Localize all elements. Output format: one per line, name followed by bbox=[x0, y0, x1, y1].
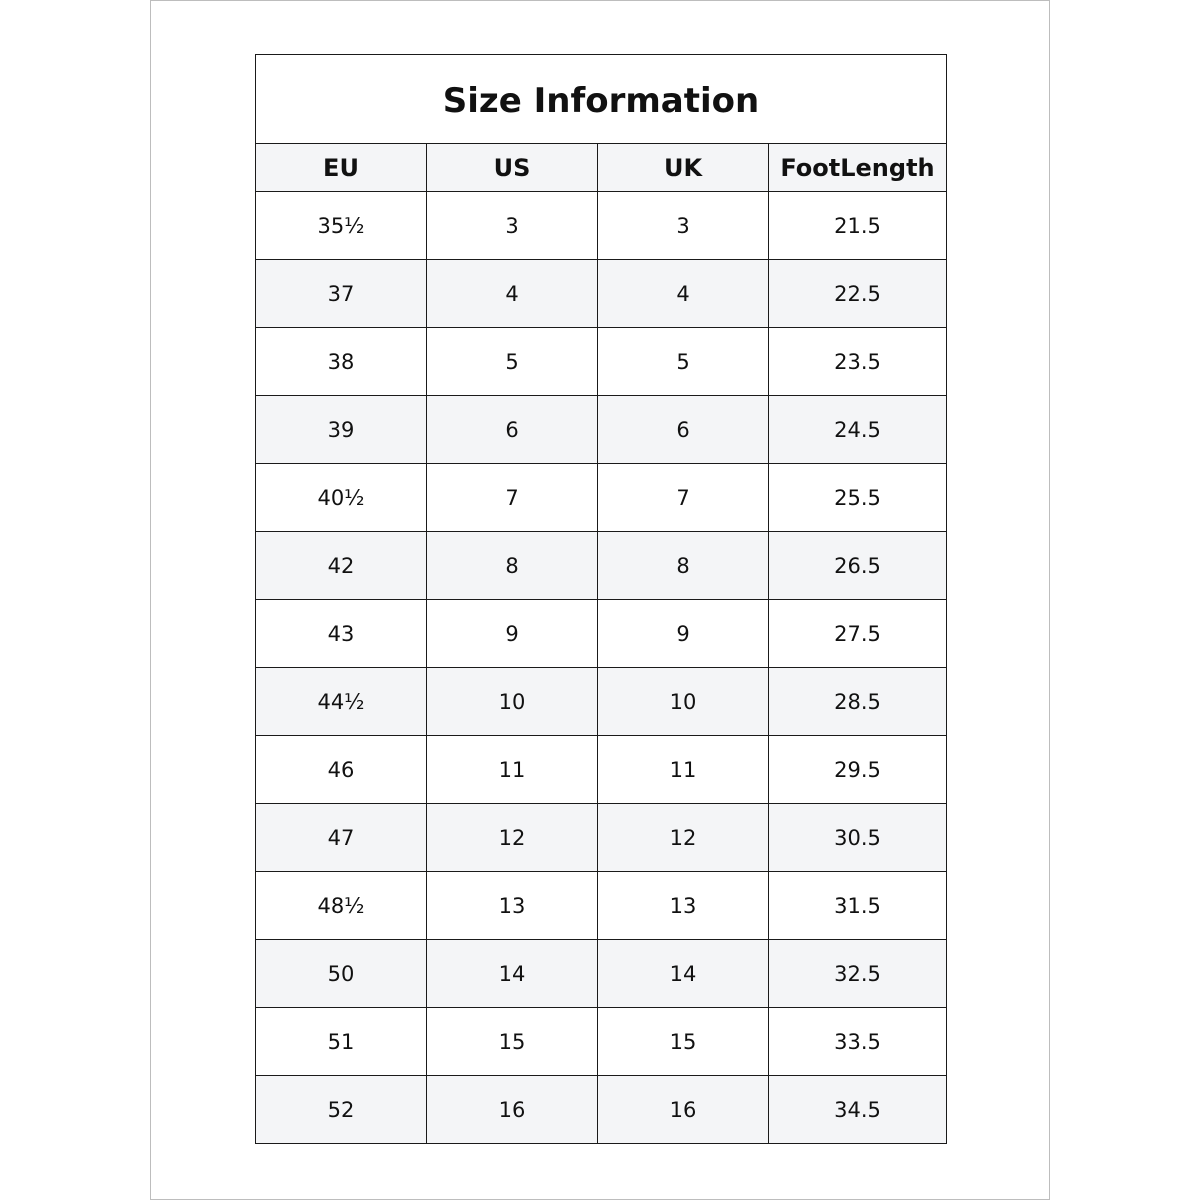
cell-foot-length: 28.5 bbox=[769, 668, 947, 736]
cell-uk: 6 bbox=[598, 396, 769, 464]
cell-foot-length: 21.5 bbox=[769, 192, 947, 260]
table-title: Size Information bbox=[256, 55, 947, 144]
cell-eu: 43 bbox=[256, 600, 427, 668]
cell-eu: 46 bbox=[256, 736, 427, 804]
cell-eu: 50 bbox=[256, 940, 427, 1008]
cell-foot-length: 29.5 bbox=[769, 736, 947, 804]
table-row bbox=[256, 396, 947, 464]
cell-us: 16 bbox=[427, 1076, 598, 1144]
cell-uk: 3 bbox=[598, 192, 769, 260]
cell-uk: 9 bbox=[598, 600, 769, 668]
table-row bbox=[256, 600, 947, 668]
cell-eu: 35½ bbox=[256, 192, 427, 260]
cell-us: 13 bbox=[427, 872, 598, 940]
cell-uk: 13 bbox=[598, 872, 769, 940]
cell-us: 4 bbox=[427, 260, 598, 328]
cell-us: 5 bbox=[427, 328, 598, 396]
table-row bbox=[256, 1008, 947, 1076]
table-row bbox=[256, 736, 947, 804]
table-row bbox=[256, 260, 947, 328]
cell-us: 10 bbox=[427, 668, 598, 736]
cell-foot-length: 24.5 bbox=[769, 396, 947, 464]
table-row bbox=[256, 192, 947, 260]
cell-uk: 14 bbox=[598, 940, 769, 1008]
cell-us: 11 bbox=[427, 736, 598, 804]
cell-uk: 11 bbox=[598, 736, 769, 804]
cell-uk: 16 bbox=[598, 1076, 769, 1144]
table-row bbox=[256, 804, 947, 872]
table-row bbox=[256, 464, 947, 532]
table-row bbox=[256, 1076, 947, 1144]
size-table-body bbox=[256, 192, 947, 1144]
cell-us: 3 bbox=[427, 192, 598, 260]
cell-foot-length: 33.5 bbox=[769, 1008, 947, 1076]
header-eu: EU bbox=[256, 144, 427, 192]
cell-eu: 42 bbox=[256, 532, 427, 600]
cell-eu: 40½ bbox=[256, 464, 427, 532]
header-uk: UK bbox=[598, 144, 769, 192]
cell-eu: 44½ bbox=[256, 668, 427, 736]
cell-foot-length: 22.5 bbox=[769, 260, 947, 328]
cell-foot-length: 23.5 bbox=[769, 328, 947, 396]
cell-eu: 48½ bbox=[256, 872, 427, 940]
cell-us: 9 bbox=[427, 600, 598, 668]
cell-us: 7 bbox=[427, 464, 598, 532]
table-row bbox=[256, 940, 947, 1008]
cell-foot-length: 27.5 bbox=[769, 600, 947, 668]
cell-us: 15 bbox=[427, 1008, 598, 1076]
header-us: US bbox=[427, 144, 598, 192]
cell-us: 12 bbox=[427, 804, 598, 872]
table-row bbox=[256, 668, 947, 736]
cell-us: 14 bbox=[427, 940, 598, 1008]
size-information-table bbox=[255, 54, 947, 1144]
header-row bbox=[256, 144, 947, 192]
cell-foot-length: 25.5 bbox=[769, 464, 947, 532]
cell-uk: 8 bbox=[598, 532, 769, 600]
cell-foot-length: 30.5 bbox=[769, 804, 947, 872]
cell-foot-length: 34.5 bbox=[769, 1076, 947, 1144]
cell-eu: 52 bbox=[256, 1076, 427, 1144]
cell-uk: 15 bbox=[598, 1008, 769, 1076]
cell-uk: 10 bbox=[598, 668, 769, 736]
cell-uk: 5 bbox=[598, 328, 769, 396]
cell-foot-length: 32.5 bbox=[769, 940, 947, 1008]
cell-eu: 39 bbox=[256, 396, 427, 464]
table-row bbox=[256, 532, 947, 600]
cell-uk: 7 bbox=[598, 464, 769, 532]
cell-us: 8 bbox=[427, 532, 598, 600]
cell-eu: 47 bbox=[256, 804, 427, 872]
header-foot-length: FootLength bbox=[769, 144, 947, 192]
cell-eu: 38 bbox=[256, 328, 427, 396]
table-row bbox=[256, 328, 947, 396]
cell-uk: 12 bbox=[598, 804, 769, 872]
cell-foot-length: 26.5 bbox=[769, 532, 947, 600]
table-row bbox=[256, 872, 947, 940]
cell-uk: 4 bbox=[598, 260, 769, 328]
cell-eu: 37 bbox=[256, 260, 427, 328]
cell-foot-length: 31.5 bbox=[769, 872, 947, 940]
cell-us: 6 bbox=[427, 396, 598, 464]
cell-eu: 51 bbox=[256, 1008, 427, 1076]
